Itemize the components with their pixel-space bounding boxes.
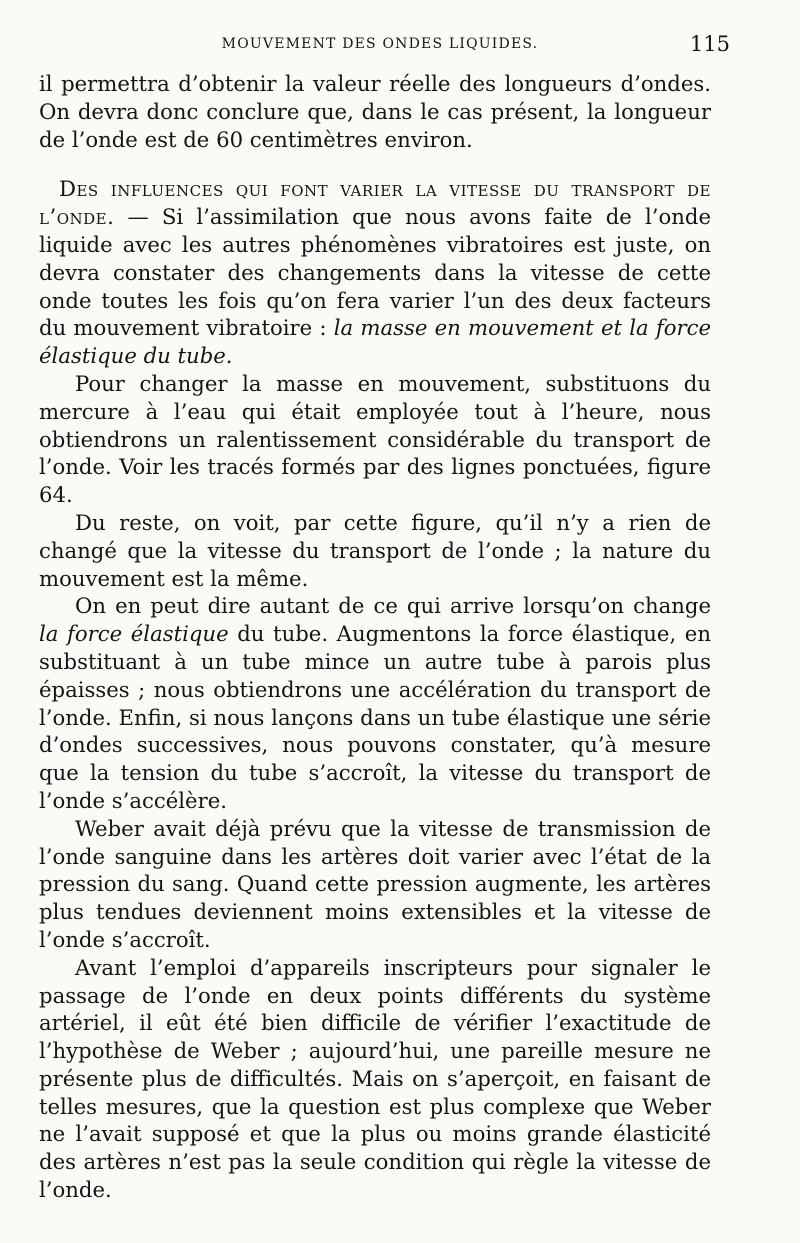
body-text: [39, 70, 711, 1204]
paragraph-elasticity: [39, 592, 711, 814]
paragraph-weber: Weber avait déjà prévu que la vitesse de transmission de l’onde sanguine dans les artères doit varier avec l’état de la pression du sang. Quand cette pression augmente, les artères plus tendues deviennent moins extensibles et la vitesse de l’onde s’accroît.: [39, 815, 711, 952]
page-number: 115: [689, 32, 730, 56]
section-text: Si l’assimilation que nous avons faite de l’onde liquide avec les autres phénomènes vibratoires est juste, on devra constater des changements dans la vitesse de cette onde toutes les fois qu’on fera varier l’un des deux facteurs du mouvement vibratoire :: [39, 204, 711, 341]
paragraph-elasticity-rest: du tube. Augmentons la force élastique, en substituant à un tube mince un autre tube à parois plus épaisses ; nous obtiendrons une accélération du transport de l’onde. Enfin, si nous lançons dans un tube élastique une série d’ondes successives, nous pouvons constater, qu’à mesure que la tension du tube s’accroît, la vitesse du transport de l’onde s’accélère.: [39, 621, 711, 813]
section-paragraph: [39, 175, 711, 370]
paragraph-figure: Du reste, on voit, par cette figure, qu’il n’y a rien de changé que la vitesse du transport de l’onde ; la nature du mouvement est la même.: [39, 509, 711, 591]
section-title: Des influences qui font varier la vitesse du transport de l’onde.: [39, 176, 711, 230]
section-italic-text: la masse en mouvement et la force élastique du tube.: [39, 315, 711, 369]
paragraph-elasticity-start: On en peut dire autant de ce qui arrive lorsqu’on change: [75, 593, 711, 619]
paragraph-elasticity-italic: la force élastique: [39, 621, 229, 647]
running-head: MOUVEMENT DES ONDES LIQUIDES.: [221, 36, 539, 52]
paragraph-continuation: il permettra d’obtenir la valeur réelle des longueurs d’ondes. On devra donc conclure que, dans le cas présent, la longueur de l’onde est de 60 centimètres environ.: [39, 71, 711, 152]
section-dash: —: [114, 204, 162, 230]
paragraph-instruments: Avant l’emploi d’appareils inscripteurs pour signaler le passage de l’onde en deux points différents du système artériel, il eût été bien difficile de vérifier l’exactitude de l’hypothèse de Weber ; aujourd’hui, une pareille mesure ne présente plus de difficultés. Mais on s’aperçoit, en faisant de telles mesures, que la question est plus complexe que Weber ne l’avait supposé et que la plus ou moins grande élasticité des artères n’est pas la seule condition qui règle la vitesse de l’onde.: [39, 954, 711, 1203]
page-header: [40, 32, 730, 58]
paragraph-mass: Pour changer la masse en mouvement, substituons du mercure à l’eau qui était employée tout à l’heure, nous obtiendrons un ralentissement considérable du transport de l’onde. Voir les tracés formés par des lignes ponctuées, figure 64.: [39, 370, 711, 508]
